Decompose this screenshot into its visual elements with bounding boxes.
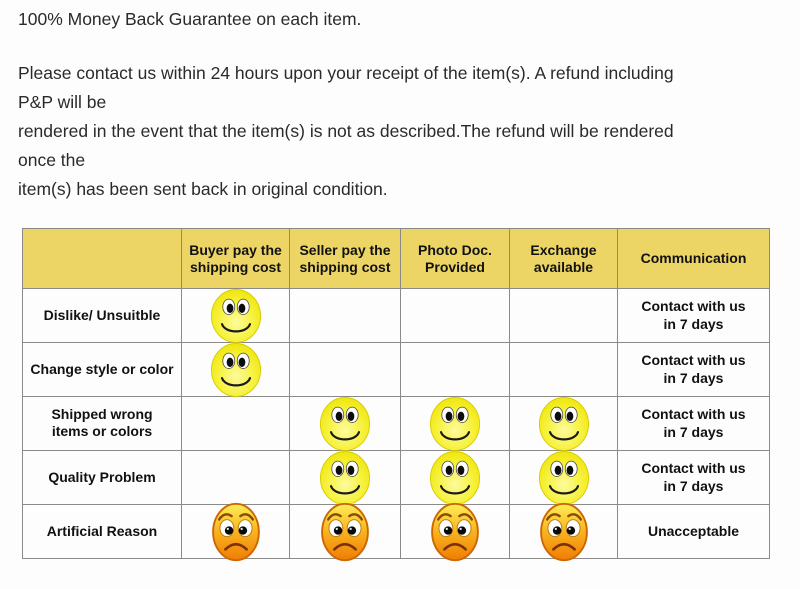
communication-note: Contact with us in 7 days: [641, 406, 746, 440]
happy-smiley-icon: [538, 449, 590, 506]
happy-smiley-icon: [538, 395, 590, 452]
communication-cell: [618, 289, 770, 343]
row-label-cell: [23, 289, 182, 343]
face-cell: [290, 505, 401, 559]
face-cell: [290, 451, 401, 505]
row-label: Shipped wrong items or colors: [51, 406, 153, 439]
paragraph-line: item(s) has been sent back in original condition.: [18, 179, 388, 199]
row-label-cell: [23, 451, 182, 505]
face-cell: [401, 451, 510, 505]
row-quality-problem: [23, 451, 770, 505]
paragraph-line: Please contact us within 24 hours upon your receipt of the item(s). A refund including: [18, 63, 674, 83]
face-cell: [510, 505, 618, 559]
communication-cell: [618, 397, 770, 451]
communication-note: Unacceptable: [647, 523, 740, 539]
sad-smiley-icon: [539, 501, 589, 562]
sad-smiley-icon: [320, 501, 370, 562]
row-dislike-unsuitable: [23, 289, 770, 343]
communication-cell: [618, 505, 770, 559]
guarantee-paragraph: [18, 59, 674, 204]
face-cell: [510, 397, 618, 451]
header-empty: [23, 229, 182, 289]
row-label: Change style or color: [30, 360, 174, 377]
header-photo-doc-provided: Photo Doc. Provided: [401, 229, 510, 289]
happy-smiley-icon: [429, 395, 481, 452]
communication-note: Contact with us in 7 days: [641, 460, 746, 494]
face-cell: [510, 451, 618, 505]
guarantee-title: 100% Money Back Guarantee on each item.: [18, 9, 362, 29]
face-cell: [510, 289, 618, 343]
happy-smiley-icon: [429, 449, 481, 506]
header-buyer-pays-shipping: Buyer pay the shipping cost: [182, 229, 290, 289]
sad-smiley-icon: [211, 501, 261, 562]
communication-note: Contact with us in 7 days: [641, 298, 746, 332]
paragraph-line: P&P will be: [18, 92, 107, 112]
sad-smiley-icon: [430, 501, 480, 562]
face-cell: [290, 289, 401, 343]
row-label-cell: [23, 343, 182, 397]
face-cell: [401, 289, 510, 343]
communication-cell: [618, 451, 770, 505]
header-exchange-available: Exchange available: [510, 229, 618, 289]
happy-smiley-icon: [210, 341, 262, 398]
happy-smiley-icon: [210, 287, 262, 344]
paragraph-line: rendered in the event that the item(s) is not as described.The refund will be rendered: [18, 121, 674, 141]
face-cell: [290, 343, 401, 397]
face-cell: [401, 397, 510, 451]
communication-note: Contact with us in 7 days: [641, 352, 746, 386]
face-cell: [182, 289, 290, 343]
table-header-row: [23, 229, 770, 289]
face-cell: [182, 343, 290, 397]
happy-smiley-icon: [319, 449, 371, 506]
paragraph-line: once the: [18, 150, 86, 170]
row-label: Dislike/ Unsuitble: [43, 306, 161, 323]
row-label: Artificial Reason: [46, 522, 158, 539]
face-cell: [182, 505, 290, 559]
header-seller-pays-shipping: Seller pay the shipping cost: [290, 229, 401, 289]
face-cell: [510, 343, 618, 397]
row-shipped-wrong: [23, 397, 770, 451]
header-communication: Communication: [618, 229, 770, 289]
communication-cell: [618, 343, 770, 397]
face-cell: [182, 397, 290, 451]
row-label: Quality Problem: [48, 468, 156, 485]
return-policy-table: [22, 228, 770, 559]
face-cell: [401, 505, 510, 559]
row-label-cell: [23, 397, 182, 451]
happy-smiley-icon: [319, 395, 371, 452]
row-artificial-reason: [23, 505, 770, 559]
face-cell: [290, 397, 401, 451]
face-cell: [401, 343, 510, 397]
row-label-cell: [23, 505, 182, 559]
row-change-style-or-color: [23, 343, 770, 397]
face-cell: [182, 451, 290, 505]
